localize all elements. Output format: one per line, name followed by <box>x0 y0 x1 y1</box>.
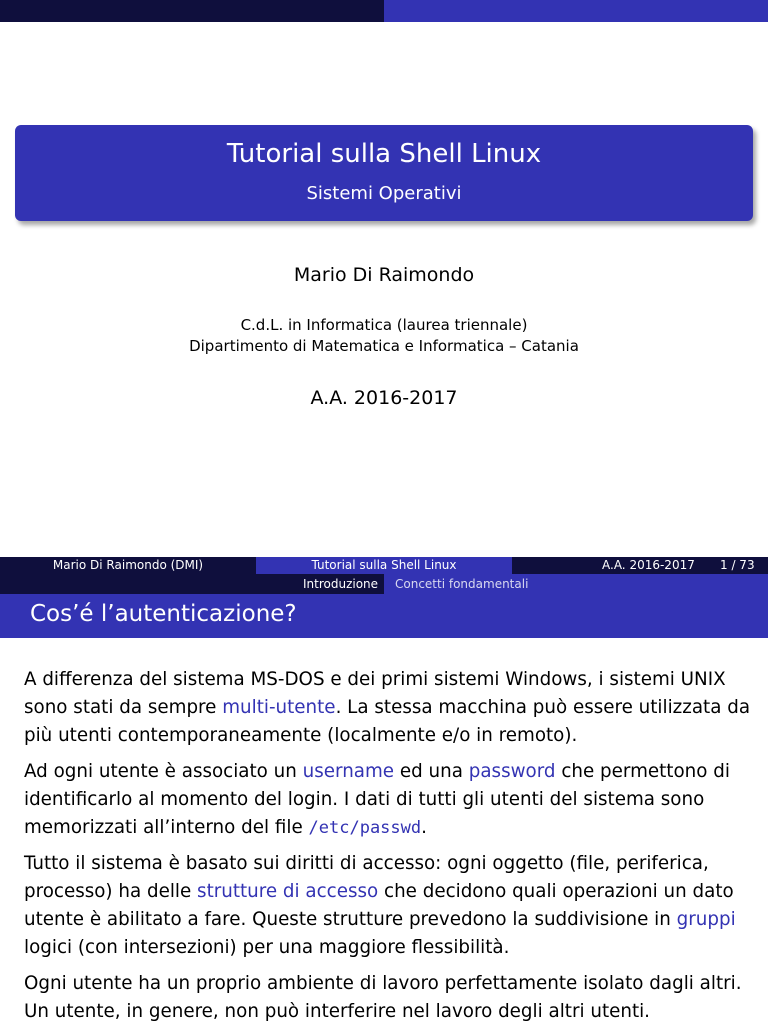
paragraph-2: Ad ogni utente è associato un username ed una password che permettono di identificarlo al momento del login. I dati di tutti gli utenti del sistema sono memorizzati all’interno del file /etc/passwd. <box>24 761 730 838</box>
top-bar-right <box>384 0 768 22</box>
frame-title: Cos’é l’autenticazione? <box>30 601 297 627</box>
academic-year: A.A. 2016-2017 <box>310 387 458 409</box>
institution-line-2: Dipartimento di Matematica e Informatica – Catania <box>189 337 579 355</box>
footer-title: Tutorial sulla Shell Linux <box>311 558 457 572</box>
author: Mario Di Raimondo <box>293 264 475 286</box>
presentation-title: Tutorial sulla Shell Linux <box>226 139 542 169</box>
institution-line-1: C.d.L. in Informatica (laurea triennale) <box>240 316 528 334</box>
slide-footer <box>0 557 768 574</box>
frame-title-bar <box>0 594 768 638</box>
page-number: 1 / 73 <box>720 558 755 572</box>
top-bar-left <box>0 0 384 22</box>
top-bar <box>0 0 768 22</box>
title-box <box>15 125 753 221</box>
highlight-multi-utente: multi-utente <box>222 697 336 718</box>
highlight-password: password <box>468 761 556 782</box>
nav-section[interactable]: Introduzione <box>303 577 379 591</box>
nav-subsection[interactable]: Concetti fondamentali <box>395 577 529 591</box>
paragraph-4: Ogni utente ha un proprio ambiente di lavoro perfettamente isolato dagli altri. Un utente, in genere, non può interferire nel lavoro degli altri utenti. <box>24 973 742 1022</box>
highlight-username: username <box>302 761 395 782</box>
presentation-subtitle: Sistemi Operativi <box>306 183 462 204</box>
paragraph-1: A differenza del sistema MS-DOS e dei primi sistemi Windows, i sistemi UNIX sono stati da sempre multi-utente. La stessa macchina può essere utilizzata da più utenti contemporaneamente (localmente e/o in remoto). <box>24 669 751 746</box>
highlight-gruppi: gruppi <box>676 909 736 930</box>
paragraph-3: Tutto il sistema è basato sui diritti di accesso: ogni oggetto (file, periferica, processo) ha delle strutture di accesso che decidono quali operazioni un dato utente è abilitato a fare. Queste strutture prevedono la suddivisione in gruppi logici (con intersezioni) per una maggiore flessibilità. <box>24 853 736 958</box>
footer-author: Mario Di Raimondo (DMI) <box>52 558 204 572</box>
code-etc-passwd: /etc/passwd <box>308 818 422 838</box>
navigation-bar <box>0 574 768 594</box>
highlight-strutture-di-accesso: strutture di accesso <box>197 881 379 902</box>
footer-year: A.A. 2016-2017 <box>602 558 695 572</box>
slide-body <box>24 666 754 1034</box>
